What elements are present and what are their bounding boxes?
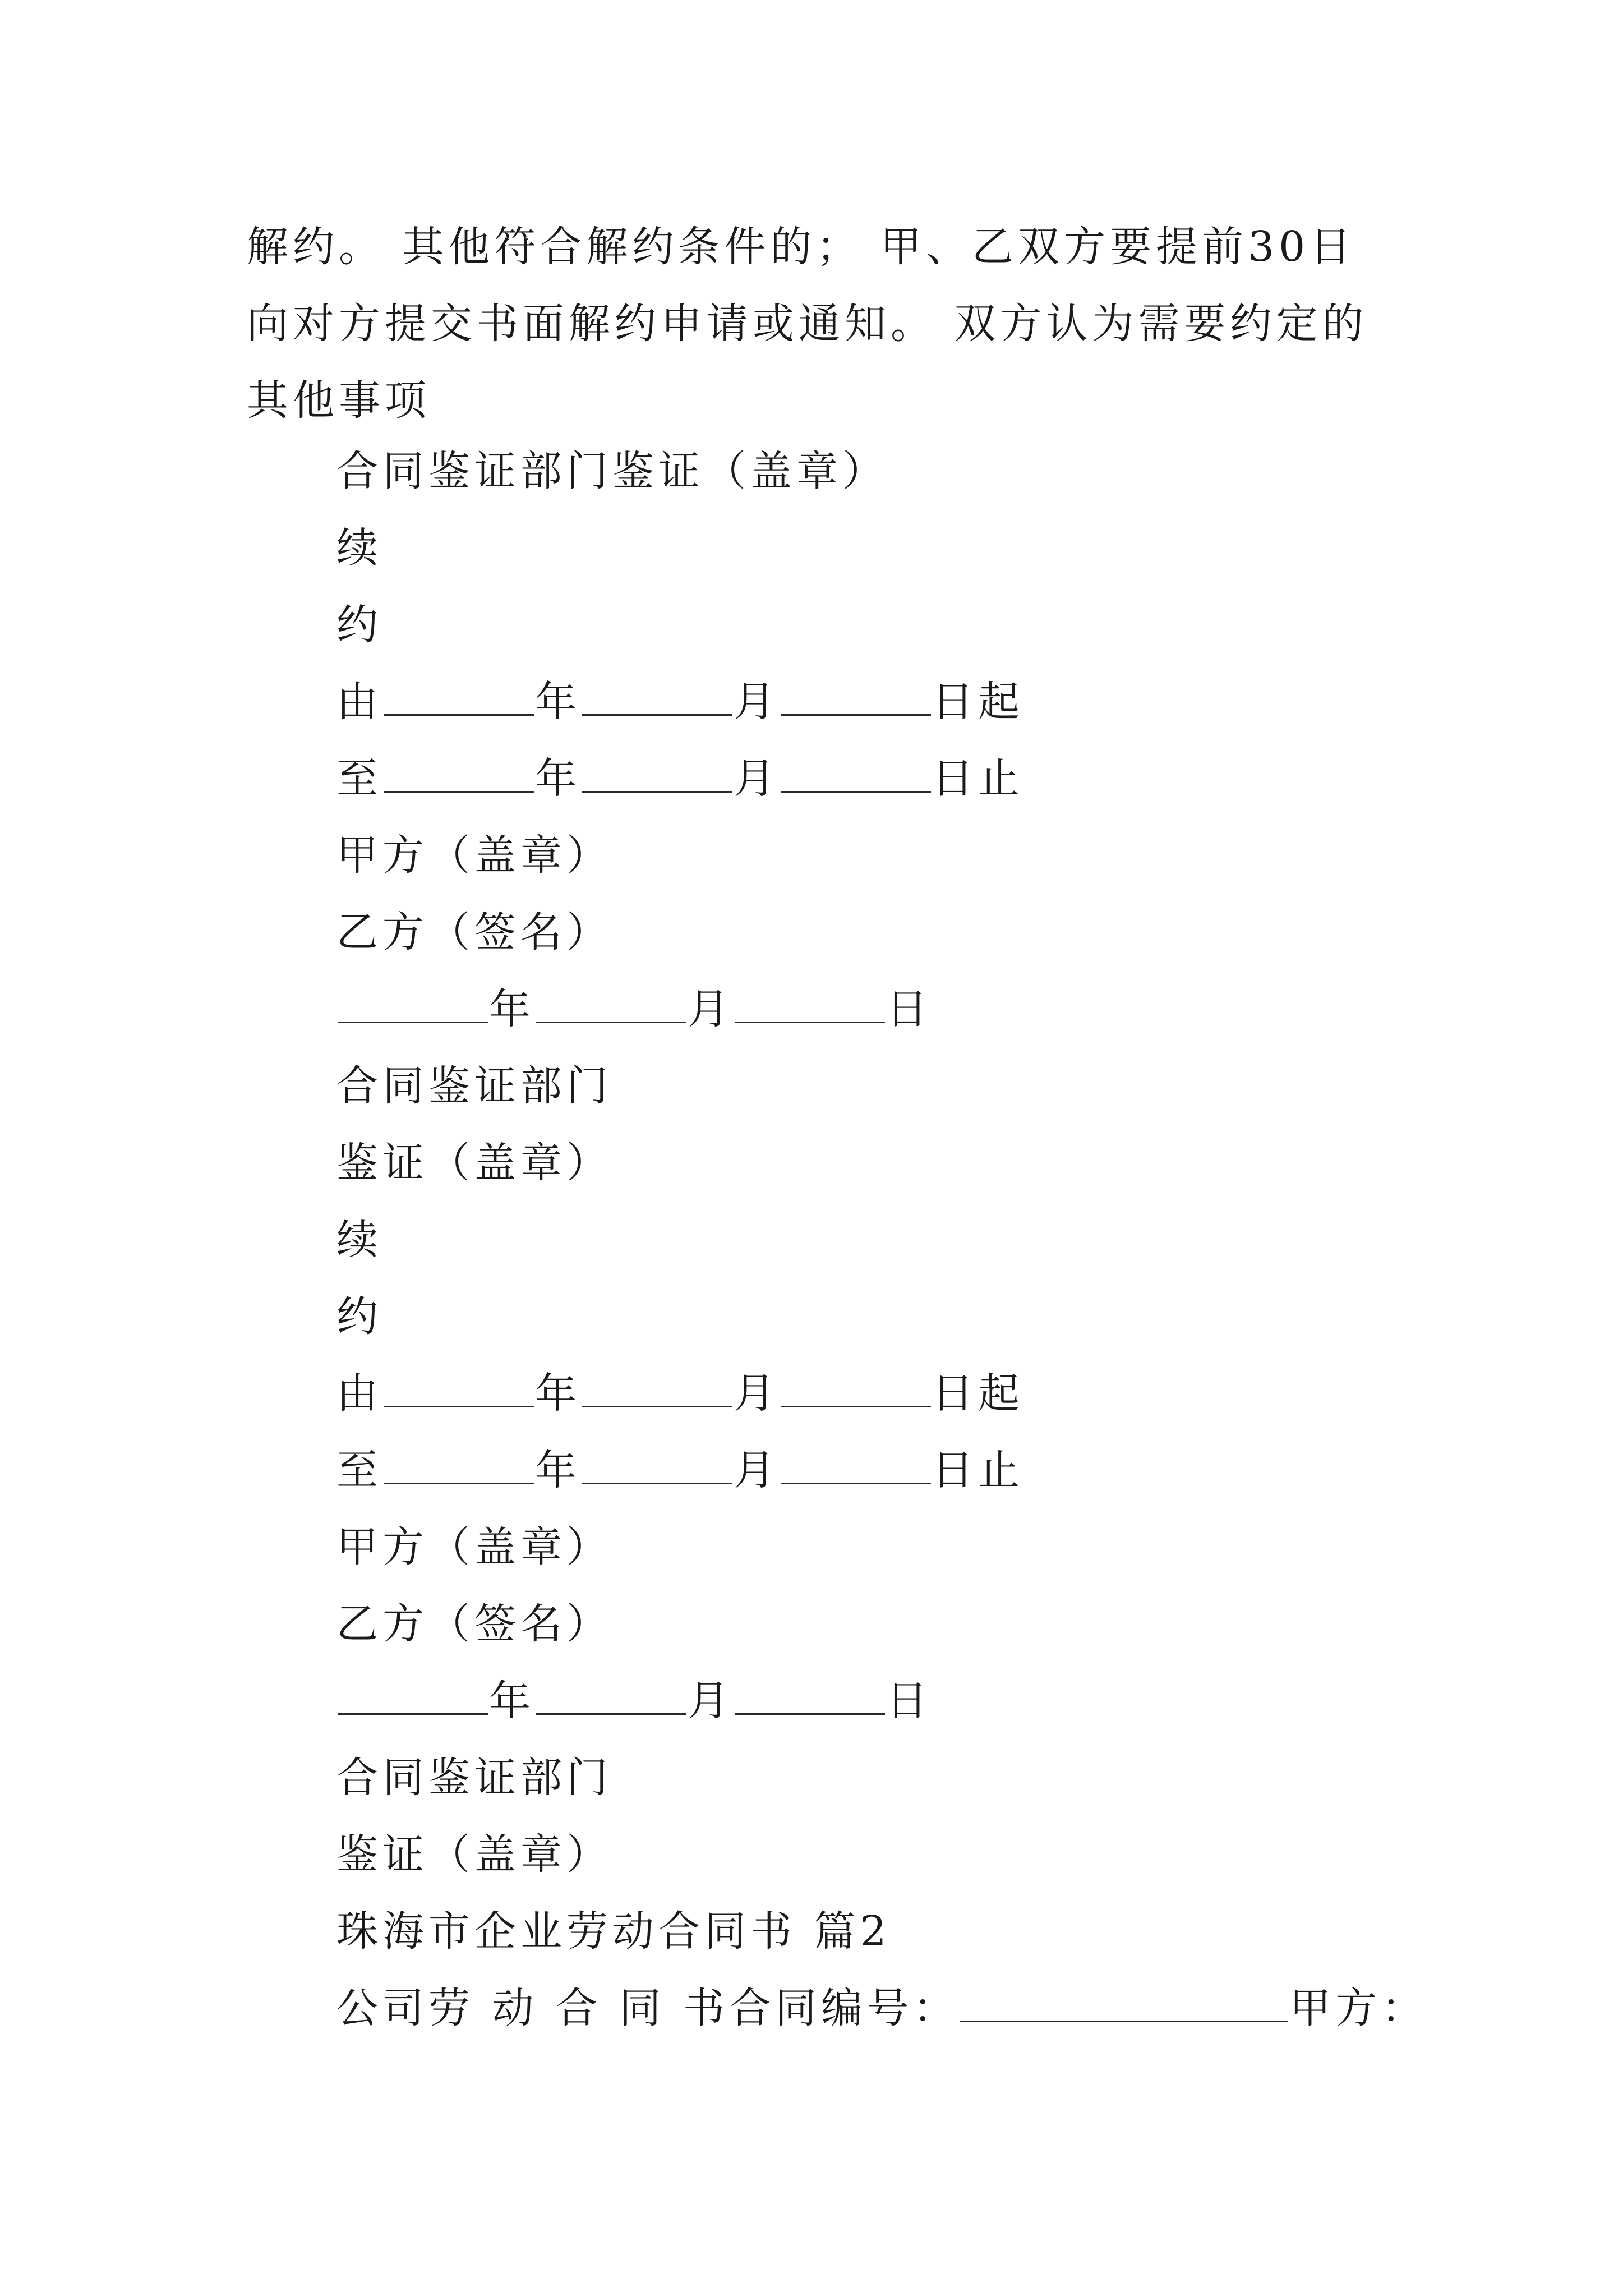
day-end-label: 日止 — [932, 1446, 1024, 1494]
verification-stamp-line: 鉴证（盖章） — [336, 1830, 612, 1879]
renewal-end-date-line — [336, 1442, 1024, 1498]
renewal-label-1: 续 — [336, 524, 382, 572]
year-blank[interactable] — [338, 1676, 488, 1715]
month-label: 月 — [688, 985, 734, 1033]
to-label: 至 — [336, 754, 382, 803]
month-label: 月 — [734, 1446, 780, 1494]
month-blank[interactable] — [536, 984, 686, 1023]
year-blank[interactable] — [384, 1369, 534, 1407]
year-label: 年 — [535, 678, 581, 726]
day-blank[interactable] — [781, 677, 931, 716]
section-heading: 珠海市企业劳动合同书 篇2 — [336, 1907, 891, 1955]
year-blank[interactable] — [384, 1446, 534, 1484]
day-blank[interactable] — [735, 1676, 885, 1715]
month-label: 月 — [734, 678, 780, 726]
year-label: 年 — [489, 985, 535, 1033]
month-blank[interactable] — [536, 1676, 686, 1715]
renewal-start-date-line — [336, 674, 1024, 730]
day-blank[interactable] — [781, 1369, 931, 1407]
signing-date-line — [336, 981, 932, 1037]
day-start-label: 日起 — [932, 678, 1024, 726]
contract-number-line — [336, 1980, 1427, 2036]
verification-dept-line: 合同鉴证部门 — [336, 1062, 612, 1110]
renewal-end-date-line — [336, 751, 1024, 807]
to-label: 至 — [336, 1446, 382, 1494]
renewal-label-2: 约 — [336, 1292, 382, 1341]
day-end-label: 日止 — [932, 754, 1024, 803]
year-blank[interactable] — [384, 754, 534, 793]
party-b-sign-line: 乙方（签名） — [336, 908, 612, 956]
day-start-label: 日起 — [932, 1369, 1024, 1418]
day-blank[interactable] — [735, 984, 885, 1023]
verification-dept-stamp-line: 合同鉴证部门鉴证（盖章） — [336, 447, 888, 495]
month-blank[interactable] — [582, 1369, 732, 1407]
year-label: 年 — [489, 1677, 535, 1725]
month-blank[interactable] — [582, 1446, 732, 1484]
from-label: 由 — [336, 678, 382, 726]
verification-dept-line: 合同鉴证部门 — [336, 1754, 612, 1802]
day-blank[interactable] — [781, 1446, 931, 1484]
contract-number-blank[interactable] — [960, 1984, 1288, 2022]
renewal-label-2: 约 — [336, 601, 382, 649]
intro-paragraph: 解约。 其他符合解约条件的； 甲、乙双方要提前30日向对方提交书面解约申请或通知。 双方认为需要约定的其他事项 — [247, 223, 1368, 425]
month-label: 月 — [734, 1369, 780, 1418]
renewal-start-date-line — [336, 1365, 1024, 1421]
day-blank[interactable] — [781, 754, 931, 793]
party-b-sign-line: 乙方（签名） — [336, 1600, 612, 1648]
month-label: 月 — [734, 754, 780, 803]
party-a-stamp-line: 甲方（盖章） — [336, 831, 612, 880]
month-blank[interactable] — [582, 754, 732, 793]
party-a-label: 甲方： — [1289, 1984, 1428, 2032]
party-a-stamp-line: 甲方（盖章） — [336, 1523, 612, 1571]
from-label: 由 — [336, 1369, 382, 1418]
month-label: 月 — [688, 1677, 734, 1725]
year-blank[interactable] — [338, 984, 488, 1023]
year-blank[interactable] — [384, 677, 534, 716]
verification-stamp-line: 鉴证（盖章） — [336, 1139, 612, 1187]
year-label: 年 — [535, 1446, 581, 1494]
year-label: 年 — [535, 754, 581, 803]
contract-number-label: 公司劳 动 合 同 书合同编号： — [336, 1984, 960, 2032]
year-label: 年 — [535, 1369, 581, 1418]
renewal-label-1: 续 — [336, 1216, 382, 1264]
day-label: 日 — [886, 1677, 932, 1725]
signing-date-line — [336, 1673, 932, 1729]
month-blank[interactable] — [582, 677, 732, 716]
day-label: 日 — [886, 985, 932, 1033]
